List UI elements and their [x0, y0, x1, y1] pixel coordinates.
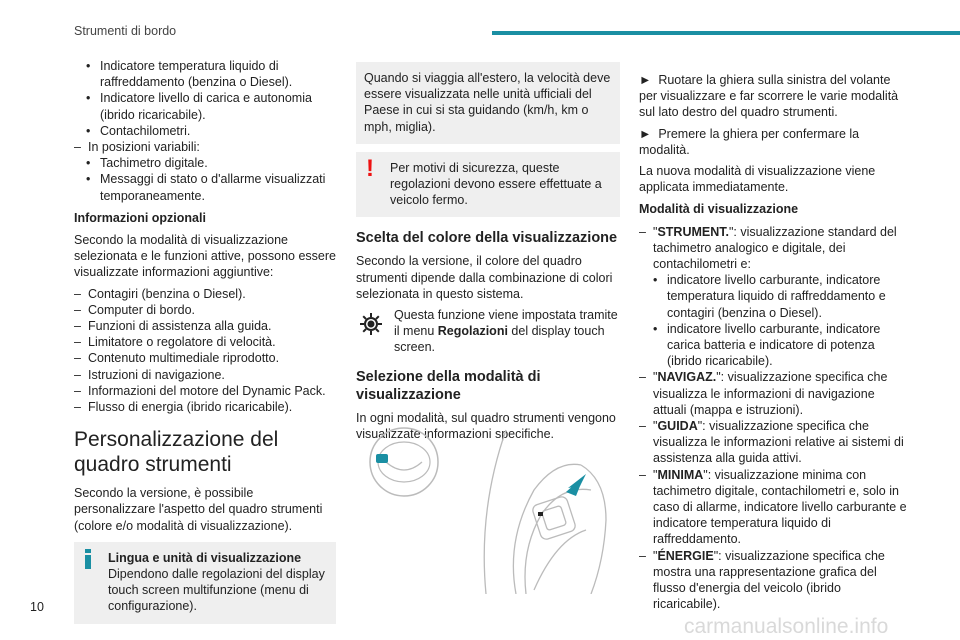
- list-item: – Contagiri (benzina o Diesel).: [74, 286, 246, 301]
- color-heading: Scelta del colore della visualizzazione: [356, 230, 618, 247]
- step-press: ► Premere la ghiera per confermare la modalità.: [639, 126, 860, 157]
- mode-item-minima: – "MINIMA": visualizzazione minima con tachimetro digitale, contachilometri e, solo in caso di allarme, indicatore livello carburante e indicatore temperatura liquido di raffreddamento.: [639, 467, 907, 547]
- info-box: [74, 542, 336, 624]
- mode-item-strumento: – "STRUMENT.": visualizzazione standard del tachimetro analogico e digitale, dei contachilometri e:: [639, 224, 897, 272]
- info-box-title: Lingua e unità di visualizzazione: [108, 550, 302, 565]
- info-box-text: Dipendono dalle regolazioni del display touch screen multifunzione (menu di configurazione).: [108, 567, 325, 614]
- column-2: [356, 54, 620, 447]
- warning-icon: !: [366, 154, 374, 182]
- list-item: – Flusso di energia (ibrido ricaricabile).: [74, 400, 293, 415]
- list-item: • Messaggi di stato o d'allarme visualizzati temporaneamente.: [86, 172, 326, 203]
- watermark: carmanualsonline.info: [684, 615, 889, 638]
- warning-box: [356, 152, 620, 218]
- list-item: • Contachilometri.: [86, 123, 191, 138]
- applied-text: La nuova modalità di visualizzazione viene applicata immediatamente.: [639, 164, 876, 195]
- steering-wheel-illustration: [356, 420, 620, 594]
- list-item: – Contenuto multimediale riprodotto.: [74, 351, 280, 366]
- list-item: – In posizioni variabili:: [74, 140, 200, 155]
- customization-intro: Secondo la versione, è possibile personalizzare l'aspetto del quadro strumenti (colore e/o modalità di visualizzazione).: [74, 486, 323, 533]
- list-item: • Indicatore temperatura liquido di raffreddamento (benzina o Diesel).: [86, 59, 293, 90]
- list-item: • Indicatore livello di carica e autonomia (ibrido ricaricabile).: [86, 91, 312, 122]
- mode-heading: Selezione della modalità di visualizzazione: [356, 368, 541, 403]
- list-item: – Istruzioni di navigazione.: [74, 367, 225, 382]
- optional-info-intro: Secondo la modalità di visualizzazione selezionata e le funzioni attive, possono essere visualizzate informazioni aggiuntive:: [74, 233, 336, 280]
- header-accent-bar: [492, 31, 960, 35]
- list-item: • Tachimetro digitale.: [86, 156, 208, 171]
- mode-item-energie: – "ÉNERGIE": visualizzazione specifica che mostra una rappresentazione grafica del flusso d'energia del veicolo (ibrido ricaricabile).: [639, 548, 885, 612]
- color-note: Questa funzione viene impostata tramite il menu Regolazioni del display touch screen.: [356, 307, 620, 356]
- arrow-right-icon: ►: [639, 73, 652, 87]
- warning-text: Per motivi di sicurezza, queste regolazioni devono essere effettuate a veicolo fermo.: [390, 160, 602, 208]
- mode-text: In ogni modalità, sul quadro strumenti vengono visualizzate informazioni specifiche.: [356, 410, 616, 441]
- mode-item-guida: – "GUIDA": visualizzazione specifica che visualizza le informazioni relative ai sistemi di assistenza alla guida attivi.: [639, 419, 904, 466]
- page-number: 10: [30, 600, 44, 614]
- step-rotate: ► Ruotare la ghiera sulla sinistra del volante per visualizzare e far scorrere le varie modalità sul lato destro del quadro strumenti.: [639, 73, 899, 120]
- list-item: • indicatore livello carburante, indicatore temperatura liquido di raffreddamento e contagiri (benzina o Diesel).: [653, 273, 886, 320]
- settings-gear-icon: [356, 309, 386, 339]
- column-3: [639, 72, 909, 613]
- mode-item-navigaz: – "NAVIGAZ.": visualizzazione specifica che visualizza le informazioni di navigazione attuali (mappa e istruzioni).: [639, 370, 888, 417]
- info-icon: [84, 549, 92, 569]
- list-item: – Informazioni del motore del Dynamic Pack.: [74, 383, 326, 398]
- page-title: Personalizzazione del quadro strumenti: [74, 428, 279, 477]
- modes-heading: Modalità di visualizzazione: [639, 202, 799, 217]
- list-item: – Limitatore o regolatore di velocità.: [74, 335, 276, 350]
- color-text: Secondo la versione, il colore del quadro strumenti dipende dalla combinazione di colori selezionata in questo sistema.: [356, 254, 613, 301]
- abroad-note-box: Quando si viaggia all'estero, la velocità deve essere visualizzata nelle unità ufficiali del Paese in cui si sta guidando (km/h, km o mph, miglia).: [356, 62, 620, 144]
- list-item: • indicatore livello carburante, indicatore carica batteria e indicatore di potenza (ibrido ricaricabile).: [653, 321, 881, 369]
- section-title: Strumenti di bordo: [74, 24, 177, 38]
- optional-info-heading: Informazioni opzionali: [74, 210, 206, 225]
- steering-wheel-inset-icon: [370, 428, 438, 496]
- list-item: – Computer di bordo.: [74, 302, 196, 317]
- column-1: [74, 58, 336, 632]
- list-item: – Funzioni di assistenza alla guida.: [74, 319, 272, 334]
- arrow-right-icon: ►: [639, 126, 652, 141]
